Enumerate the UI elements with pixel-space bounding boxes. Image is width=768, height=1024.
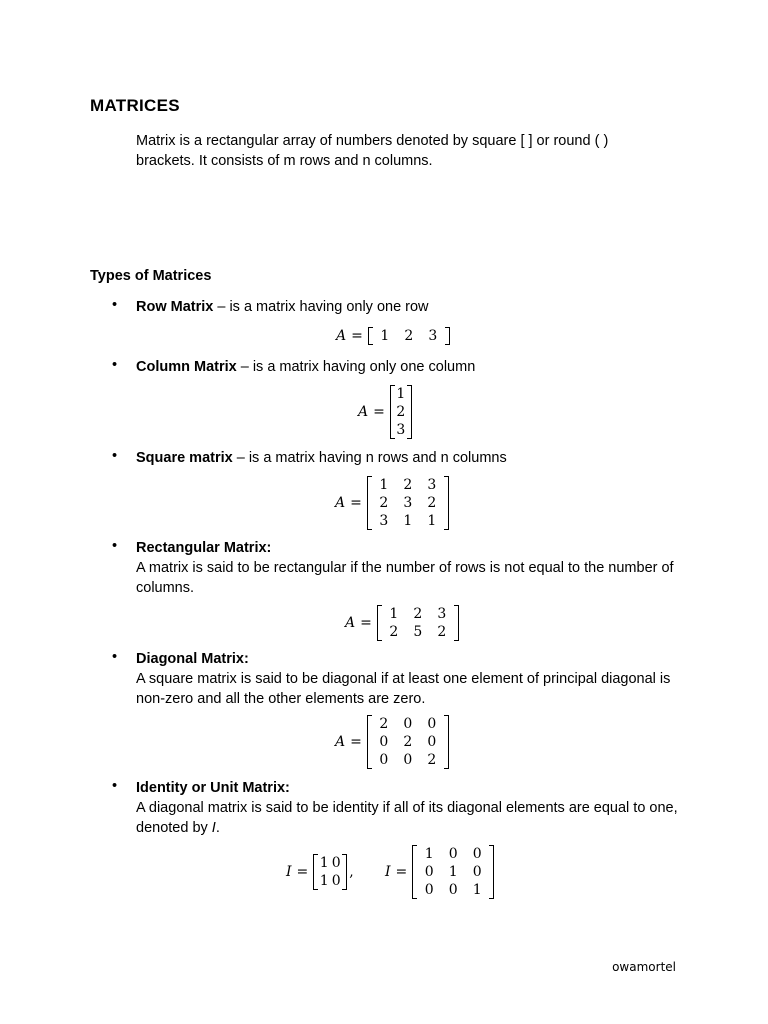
matrix-cell: 5 (413, 624, 423, 640)
column-matrix-term: Column Matrix (136, 359, 237, 375)
matrix-row (372, 751, 444, 769)
matrix-cell: 1 (448, 864, 458, 880)
bullet-icon: • (112, 357, 118, 373)
matrix-row (372, 715, 444, 733)
matrix-row (318, 872, 342, 890)
matrix-cell: 3 (403, 495, 413, 511)
equation-variable: A (345, 615, 356, 631)
bullet-icon: • (112, 297, 118, 313)
matrix-cell: 2 (413, 606, 423, 622)
square-matrix-equation (335, 476, 449, 530)
identity-matrix-term: Identity or Unit Matrix: (136, 780, 290, 796)
equation-variable: A (336, 328, 347, 344)
matrix (368, 327, 450, 345)
page-title: MATRICES (90, 96, 180, 115)
matrix (390, 385, 412, 439)
identity-desc-text: A diagonal matrix is said to be identity if all of its diagonal elements are equal to one, denoted by (136, 800, 678, 836)
equals-sign: = (350, 734, 362, 750)
matrix-row (373, 327, 445, 345)
rectangular-matrix-term: Rectangular Matrix: (136, 540, 272, 556)
equals-sign: = (373, 404, 385, 420)
matrix-cell: 2 (389, 624, 399, 640)
equation-variable: I (385, 864, 391, 880)
matrix-cell: 2 (404, 328, 414, 344)
matrix-cell: 1 (380, 328, 390, 344)
matrix-cell: 3 (396, 422, 406, 438)
matrix-cell: 1 (389, 606, 399, 622)
equation-variable: A (358, 404, 369, 420)
identity-2x2-equation (286, 854, 354, 890)
equation-variable: I (286, 864, 292, 880)
matrix-row (382, 605, 454, 623)
identity-matrix-desc (136, 798, 696, 838)
types-heading: Types of Matrices (90, 268, 212, 284)
identity-desc-end: . (215, 820, 220, 836)
matrix-cell: 1 (396, 386, 406, 402)
matrix-cell: 0 (448, 846, 458, 862)
equals-sign: = (296, 864, 309, 880)
column-matrix-desc: – is a matrix having only one column (236, 359, 476, 375)
identity-3x3-equation (385, 845, 494, 899)
row-matrix-term: Row Matrix (136, 299, 214, 315)
matrix-cell: 2 (379, 495, 389, 511)
matrix-cell: 2 (427, 752, 437, 768)
rectangular-matrix-equation (345, 605, 459, 641)
matrix-cell: 1 (403, 513, 413, 529)
bullet-icon: • (112, 538, 118, 554)
diagonal-matrix-definition (136, 649, 696, 709)
matrix-cell: 1 (472, 882, 482, 898)
matrix-row (372, 476, 444, 494)
matrix (377, 605, 459, 641)
column-matrix-definition (136, 357, 696, 377)
matrix-cell: 2 (396, 404, 406, 420)
footer-author: owamortel (612, 960, 676, 974)
matrix-row (382, 623, 454, 641)
matrix-row (395, 421, 407, 439)
separator-comma: , (349, 864, 354, 880)
matrix-cell: 0 (424, 882, 434, 898)
matrix-cell: 0 (379, 752, 389, 768)
matrix (412, 845, 494, 899)
equals-sign: = (351, 328, 363, 344)
equation-variable: A (335, 734, 346, 750)
square-matrix-definition (136, 448, 696, 468)
matrix-cell: 2 (403, 734, 413, 750)
matrix-cell: 3 (428, 328, 438, 344)
bullet-icon: • (112, 448, 118, 464)
matrix-row (372, 512, 444, 530)
matrix-row (417, 881, 489, 899)
matrix-cell: 0 (331, 855, 341, 871)
row-matrix-definition (136, 297, 696, 317)
diagonal-matrix-equation (335, 715, 449, 769)
matrix-cell: 3 (379, 513, 389, 529)
matrix-cell: 2 (427, 495, 437, 511)
matrix-row (372, 494, 444, 512)
matrix-cell: 0 (331, 873, 341, 889)
equals-sign: = (360, 615, 372, 631)
matrix-cell: 1 (319, 873, 329, 889)
matrix-cell: 0 (403, 716, 413, 732)
intro-paragraph: Matrix is a rectangular array of numbers denoted by square [ ] or round ( ) brackets. It consists of m rows and n columns. (136, 133, 609, 169)
matrix-cell: 0 (472, 846, 482, 862)
matrix-cell: 3 (437, 606, 447, 622)
matrix-cell: 1 (319, 855, 329, 871)
matrix-cell: 0 (427, 734, 437, 750)
matrix (313, 854, 347, 890)
matrix-cell: 0 (427, 716, 437, 732)
matrix-cell: 0 (424, 864, 434, 880)
matrix-row (417, 863, 489, 881)
equals-sign: = (350, 495, 362, 511)
matrix (367, 715, 449, 769)
bullet-icon: • (112, 649, 118, 665)
identity-matrix-definition (136, 778, 696, 838)
bullet-icon: • (112, 778, 118, 794)
square-matrix-term: Square matrix (136, 450, 233, 466)
row-matrix-desc: – is a matrix having only one row (213, 299, 429, 315)
matrix-cell: 3 (427, 477, 437, 493)
column-matrix-equation (358, 385, 412, 439)
diagonal-matrix-desc: A square matrix is said to be diagonal if at least one element of principal diagonal is non-zero and all the other elements are zero. (136, 671, 671, 707)
matrix-cell: 2 (379, 716, 389, 732)
row-matrix-equation (336, 327, 450, 345)
equation-variable: A (335, 495, 346, 511)
matrix-row (395, 403, 407, 421)
rectangular-matrix-desc: A matrix is said to be rectangular if the number of rows is not equal to the number of columns. (136, 560, 674, 596)
matrix-row (372, 733, 444, 751)
matrix-cell: 0 (448, 882, 458, 898)
square-matrix-desc: – is a matrix having n rows and n columns (232, 450, 507, 466)
matrix-row (395, 385, 407, 403)
matrix-cell: 1 (379, 477, 389, 493)
matrix-cell: 1 (427, 513, 437, 529)
matrix (367, 476, 449, 530)
identity-desc-var: I (211, 820, 216, 836)
matrix-cell: 1 (424, 846, 434, 862)
equals-sign: = (395, 864, 408, 880)
matrix-cell: 0 (472, 864, 482, 880)
matrix-row (417, 845, 489, 863)
matrix-cell: 2 (403, 477, 413, 493)
matrix-row (318, 854, 342, 872)
matrix-cell: 0 (403, 752, 413, 768)
rectangular-matrix-definition (136, 538, 696, 598)
matrix-cell: 2 (437, 624, 447, 640)
diagonal-matrix-term: Diagonal Matrix: (136, 651, 249, 667)
matrix-cell: 0 (379, 734, 389, 750)
